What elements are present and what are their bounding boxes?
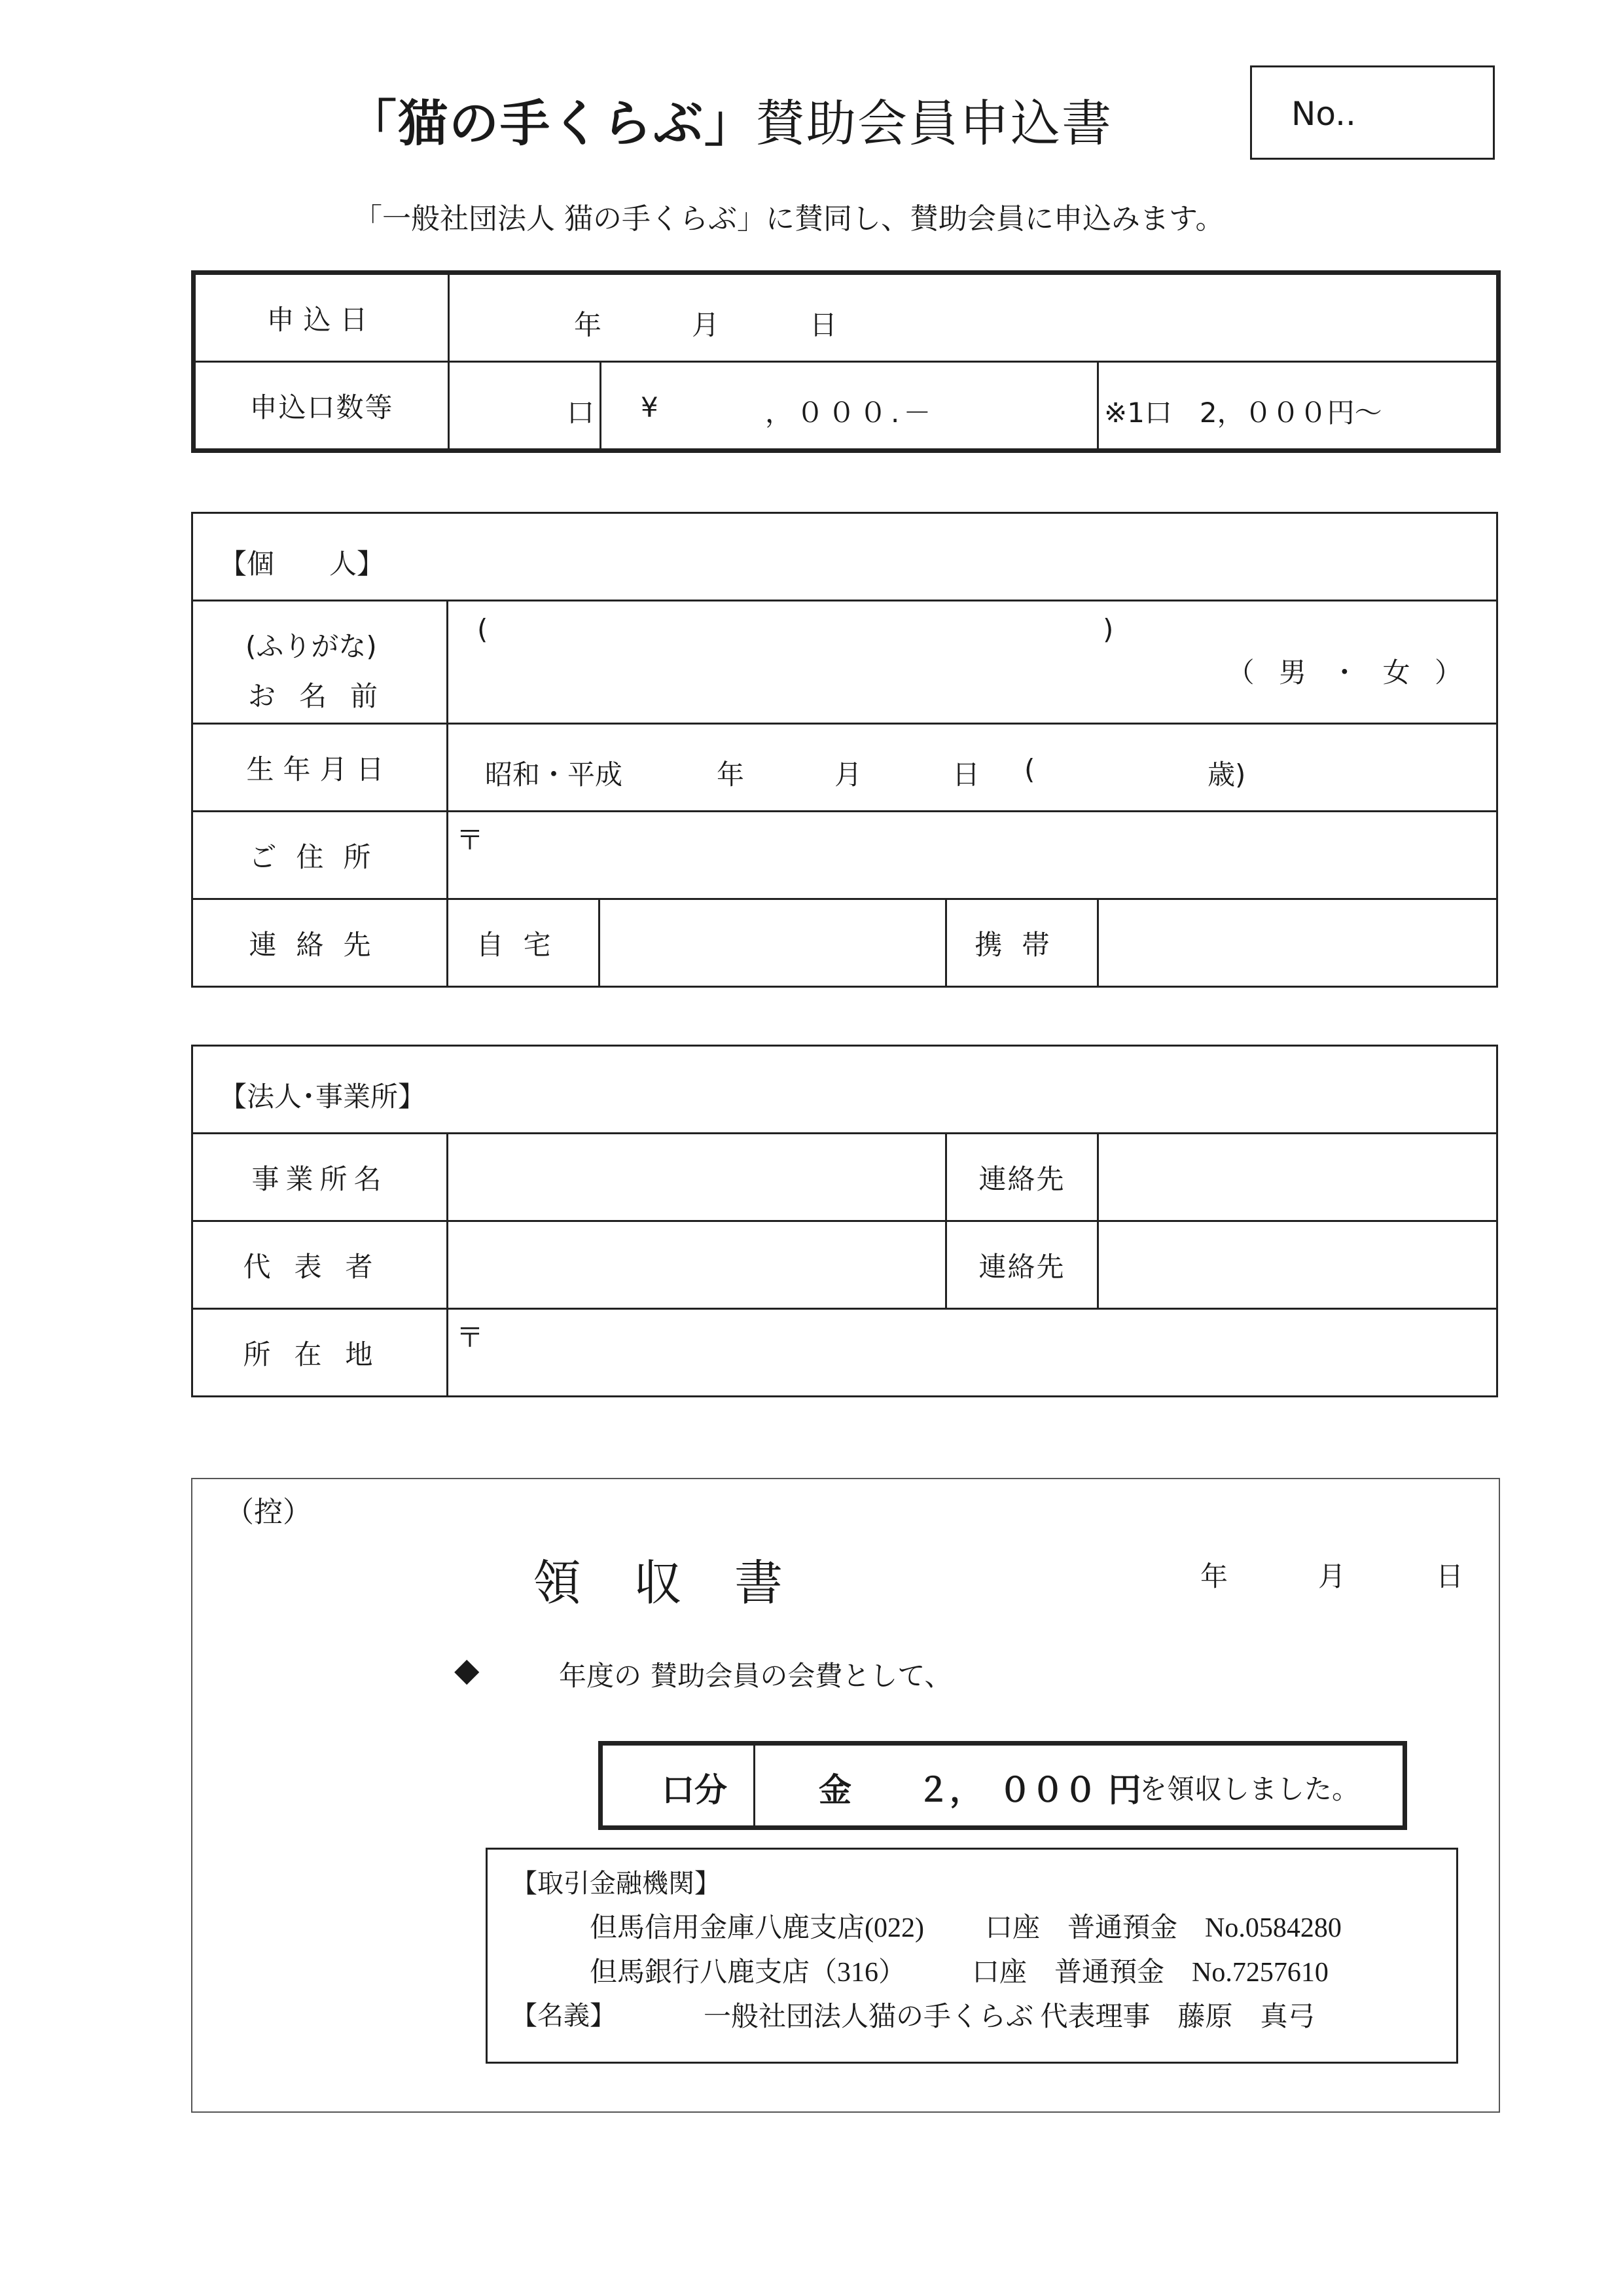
birth-year: 年 xyxy=(717,759,745,791)
postal-mark: 〒 xyxy=(456,824,484,856)
individual-section-label: 【個 人】 xyxy=(219,548,385,580)
office-name-label: 事業所名 xyxy=(192,1134,448,1221)
age-suffix: 歳) xyxy=(1208,759,1246,791)
date-year: 年 xyxy=(574,309,602,341)
units-suffix: 口 xyxy=(566,397,594,429)
corporate-postal-mark: 〒 xyxy=(456,1321,484,1354)
birth-day: 日 xyxy=(952,759,980,791)
holder-name: 一般社団法人猫の手くらぶ 代表理事 藤原 真弓 xyxy=(704,2002,1315,2032)
number-label: No.. xyxy=(1291,95,1356,133)
bank-info-box xyxy=(486,1848,1458,2064)
bank1-account: 口座 普通預金 No.0584280 xyxy=(985,1913,1342,1943)
corporate-section-label: 【法人･事業所】 xyxy=(219,1081,426,1113)
amount-field[interactable] xyxy=(601,362,1098,451)
unit-price-note-text: ※1口 2，０００円～ xyxy=(1104,397,1382,429)
home-phone-field[interactable] xyxy=(599,899,946,987)
name-label-cell xyxy=(192,601,448,724)
location-label: 所在地 xyxy=(192,1309,448,1397)
bank2-name: 但馬銀行八鹿支店（316） xyxy=(590,1958,906,1988)
received-text: を領収しました。 xyxy=(1139,1773,1360,1805)
amount-box xyxy=(598,1741,1407,1830)
bank1-name: 但馬信用金庫八鹿支店(022) xyxy=(590,1913,924,1943)
address-field[interactable] xyxy=(448,812,1497,899)
corporate-table xyxy=(191,1045,1498,1397)
name-label: お名前 xyxy=(248,680,402,712)
gender-select[interactable]: （ 男 ・ 女 ） xyxy=(1226,656,1471,689)
office-contact-label: 連絡先 xyxy=(946,1134,1098,1221)
birth-month: 月 xyxy=(834,759,863,791)
individual-section-header xyxy=(192,513,1497,601)
application-date-field[interactable] xyxy=(449,273,1499,362)
birthdate-label: 生年月日 xyxy=(192,724,448,812)
office-contact-field[interactable] xyxy=(1098,1134,1497,1221)
era-select[interactable]: 昭和・平成 xyxy=(485,759,623,791)
units-field[interactable] xyxy=(449,362,601,451)
age-paren-open: ( xyxy=(1024,753,1035,785)
application-date-label: 申込日 xyxy=(194,273,449,362)
birthdate-field[interactable] xyxy=(448,724,1497,812)
mobile-phone-field[interactable] xyxy=(1098,899,1497,987)
receipt-title: 領収書 xyxy=(533,1555,835,1611)
representative-field[interactable] xyxy=(448,1221,946,1309)
receipt-month: 月 xyxy=(1318,1560,1346,1592)
receipt-day: 日 xyxy=(1436,1560,1464,1592)
title-form-name: 賛助会員申込書 xyxy=(755,94,1113,152)
office-name-field[interactable] xyxy=(448,1134,946,1221)
date-month: 月 xyxy=(692,309,720,341)
receipt-amount: 金 ２， ０００ 円 xyxy=(819,1771,1141,1809)
representative-label: 代表者 xyxy=(192,1221,448,1309)
number-box xyxy=(1250,65,1495,160)
yen-mark: ¥ xyxy=(641,391,658,423)
furigana-paren-open: ( xyxy=(477,613,488,645)
representative-contact-field[interactable] xyxy=(1098,1221,1497,1309)
application-table xyxy=(191,270,1501,453)
address-label: ご住所 xyxy=(192,812,448,899)
form-title xyxy=(347,84,1113,155)
units-label: 申込口数等 xyxy=(194,362,449,451)
receipt-year: 年 xyxy=(1200,1560,1228,1592)
amount-divider xyxy=(753,1746,755,1825)
furigana-paren-close: ) xyxy=(1103,613,1114,645)
contact-label: 連絡先 xyxy=(192,899,448,987)
furigana-label: (ふりがな) xyxy=(245,630,377,662)
date-day: 日 xyxy=(810,309,838,341)
amount-suffix: ，０００.－ xyxy=(765,397,935,429)
intro-text: 「一般社団法人 猫の手くらぶ」に賛同し、賛助会員に申込みます。 xyxy=(353,202,1225,236)
bank-header: 【取引金融機関】 xyxy=(511,1869,721,1899)
location-field[interactable] xyxy=(448,1309,1497,1397)
unit-price-note xyxy=(1098,362,1499,451)
mobile-phone-label: 携帯 xyxy=(946,899,1098,987)
receipt-copy xyxy=(191,1478,1500,2113)
name-field[interactable] xyxy=(448,601,1497,724)
fee-line: 年度の 賛助会員の会費として、 xyxy=(559,1660,952,1692)
copy-label: （控） xyxy=(225,1496,312,1529)
individual-table xyxy=(191,512,1498,988)
representative-contact-label: 連絡先 xyxy=(946,1221,1098,1309)
title-organization: 「猫の手くらぶ」 xyxy=(347,94,755,152)
receipt-units: 口分 xyxy=(662,1771,727,1809)
bank2-account: 口座 普通預金 No.7257610 xyxy=(972,1958,1329,1988)
diamond-icon: ◆ xyxy=(454,1651,480,1689)
home-phone-label: 自宅 xyxy=(448,899,599,987)
corporate-section-header xyxy=(192,1046,1497,1134)
holder-label: 【名義】 xyxy=(511,2001,616,2031)
